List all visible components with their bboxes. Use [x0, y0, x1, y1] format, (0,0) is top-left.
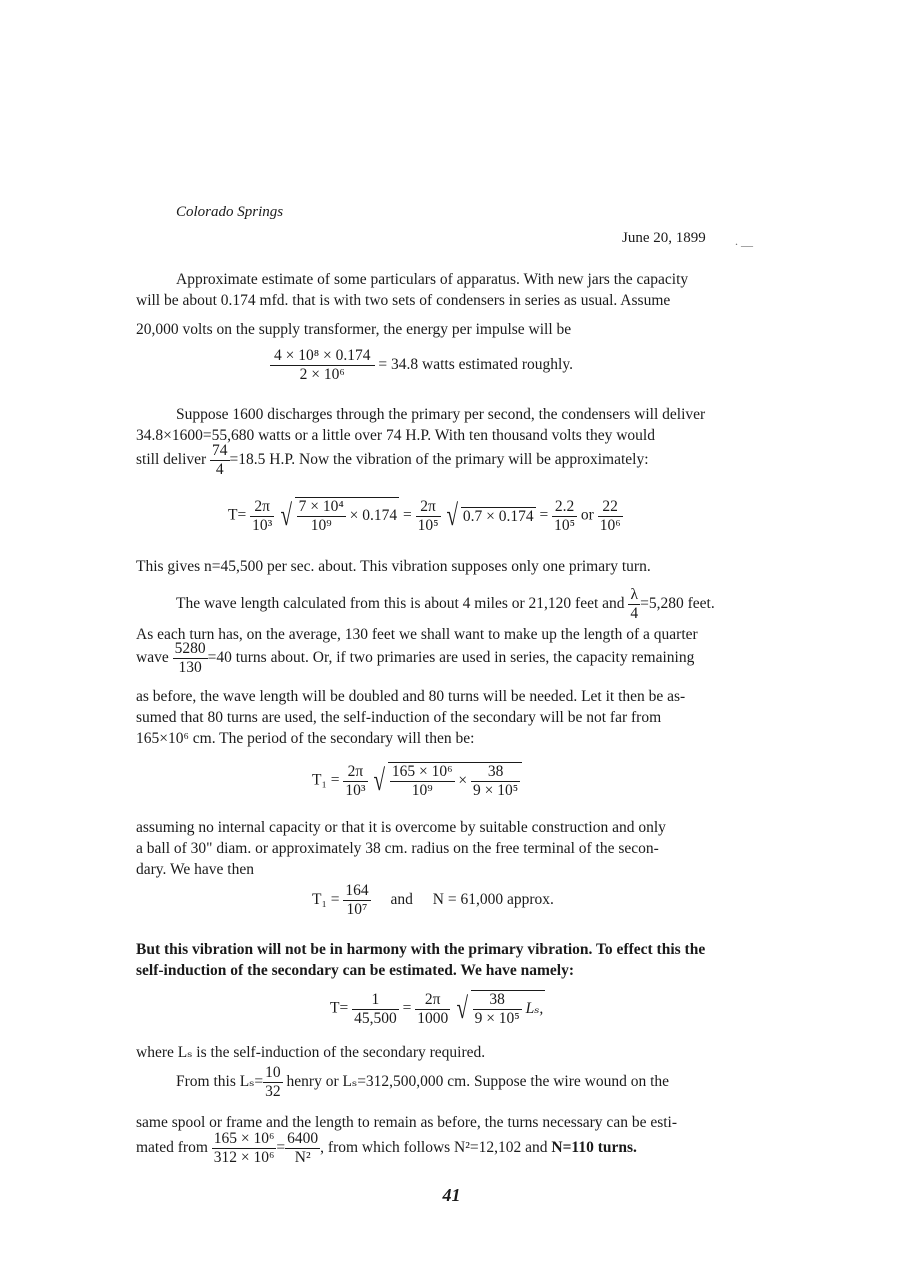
hp-fraction [210, 442, 230, 479]
primary-frac-d [598, 498, 623, 535]
primary-frac-a-den: 10³ [252, 516, 273, 534]
secondary-radicand-frac1 [390, 763, 455, 800]
and-text: and [390, 891, 413, 909]
turns-denominator: 130 [178, 659, 202, 676]
primary-frac-c-den: 10⁵ [554, 516, 576, 534]
still-deliver-text: still deliver [136, 451, 207, 469]
secondary-result-symbol: T₁ = [312, 891, 340, 909]
primary-frac-a-num: 2π [250, 498, 274, 517]
secondary-radicand-num1: 165 × 10⁶ [391, 763, 453, 780]
equation-primary-period [228, 497, 623, 535]
henry-numerator: 10 [265, 1064, 281, 1081]
turns-ratio-frac-b [285, 1130, 320, 1167]
para4-line6: 165×10⁶ cm. The period of the secondary will then be: [136, 730, 475, 747]
induction-radicand-den: 9 × 10⁵ [474, 1010, 520, 1027]
secondary-radicand-num2: 38 [471, 763, 520, 782]
turns-fraction [173, 640, 208, 677]
period-symbol: T= [228, 506, 247, 524]
equation-secondary-result [312, 882, 554, 919]
hp-result-text: =18.5 H.P. Now the vibration of the primary will be approximately: [229, 451, 649, 469]
wavelength-text: The wave length calculated from this is about 4 miles or 21,120 feet and [176, 595, 625, 613]
para6-line1: But this vibration will not be in harmony with the primary vibration. To effect this the [136, 941, 706, 958]
energy-denominator: 2 × 10⁶ [299, 366, 345, 383]
or-text: or [580, 506, 594, 524]
induction-frac-b [415, 991, 450, 1028]
page-number: 41 [442, 1185, 461, 1205]
lambda-numerator: λ [628, 586, 640, 605]
henry-fraction [263, 1064, 283, 1101]
henry-result-text: henry or Lₛ=312,500,000 cm. Suppose the wire wound on the [286, 1073, 670, 1091]
para4-line2: As each turn has, on the average, 130 feet we shall want to make up the length of a quarter [136, 626, 698, 643]
energy-fraction [270, 347, 375, 384]
turns-ratio-b-den: N² [294, 1149, 311, 1166]
henry-denominator: 32 [265, 1083, 281, 1100]
para5-line3: dary. We have then [136, 861, 254, 878]
para2-line1: Suppose 1600 discharges through the primary per second, the condensers will deliver [176, 406, 706, 423]
primary-radicand-frac [297, 498, 346, 535]
frequency-result: N = 61,000 approx. [432, 891, 554, 909]
hp-numerator: 74 [212, 442, 228, 459]
induction-frac-a [352, 991, 399, 1028]
radical-icon: √ [280, 499, 293, 532]
induction-frac-b-num: 2π [415, 991, 450, 1010]
induction-radicand [471, 990, 546, 1028]
para4-line3 [136, 640, 694, 677]
radical-icon: √ [373, 764, 386, 797]
para7-line1: where Lₛ is the self-induction of the secondary required. [136, 1044, 486, 1061]
turns-ratio-frac-a [212, 1130, 277, 1167]
equals-sign: = [402, 999, 412, 1017]
para1-line2: will be about 0.174 mfd. that is with two sets of condensers in series as usual. Assume [136, 292, 671, 309]
para8-line3 [136, 1130, 637, 1167]
induction-symbol: Lₛ, [525, 1000, 544, 1018]
induction-frac-b-den: 1000 [417, 1009, 449, 1027]
times-sign: × [458, 772, 468, 790]
para6-line2: self-induction of the secondary can be estimated. We have namely: [136, 962, 574, 979]
secondary-frac-a-den: 10³ [345, 781, 366, 799]
quarter-wave-result: =5,280 feet. [640, 595, 715, 613]
turns-numerator: 5280 [174, 640, 206, 657]
equation-self-induction [330, 990, 545, 1028]
place-heading: Colorado Springs [176, 204, 284, 220]
para4-line1 [176, 586, 715, 623]
hp-denominator: 4 [215, 461, 224, 478]
secondary-frac-a-num: 2π [343, 763, 367, 782]
induction-period-symbol: T= [330, 999, 349, 1017]
para5-line1: assuming no internal capacity or that it is overcome by suitable construction and only [136, 819, 666, 836]
primary-frac-b [416, 498, 441, 535]
wave-text: wave [136, 649, 169, 667]
primary-frac-b-den: 10⁵ [417, 516, 439, 534]
para8-line1 [176, 1064, 669, 1101]
energy-result: = 34.8 watts estimated roughly. [378, 356, 573, 374]
para1-line1: Approximate estimate of some particulars of apparatus. With new jars the capacity [176, 271, 689, 288]
primary-frac-a [250, 498, 274, 535]
primary-frac-d-den: 10⁶ [599, 516, 621, 534]
para3-line1: This gives n=45,500 per sec. about. This vibration supposes only one primary turn. [136, 558, 651, 575]
secondary-period-symbol: T₁ = [312, 771, 340, 789]
equals-sign: = [276, 1139, 286, 1157]
radical-icon: √ [446, 499, 459, 532]
secondary-result-den: 10⁷ [346, 901, 368, 918]
turns-result-text: , from which follows N²=12,102 and [320, 1139, 548, 1157]
primary-frac-c [552, 498, 577, 535]
energy-numerator: 4 × 10⁸ × 0.174 [270, 347, 375, 366]
secondary-radicand [388, 762, 522, 800]
induction-radicand-num: 38 [473, 991, 522, 1010]
equation-secondary-period [312, 762, 522, 800]
induction-frac-a-den: 45,500 [354, 1009, 397, 1027]
para4-line5: sumed that 80 turns are used, the self-induction of the secondary will be not far from [136, 709, 662, 726]
primary-frac-d-num: 22 [598, 498, 623, 517]
from-this-text: From this Lₛ= [176, 1073, 264, 1091]
turns-result-text: =40 turns about. Or, if two primaries are used in series, the capacity remaining [207, 649, 695, 667]
para1-line3: 20,000 volts on the supply transformer, the energy per impulse will be [136, 321, 572, 338]
primary-radicand-2: 0.7 × 0.174 [462, 507, 534, 525]
date-line: June 20, 1899 [622, 230, 706, 246]
secondary-radicand-den2: 9 × 10⁵ [473, 782, 519, 799]
decorative-marks: . __ [735, 234, 753, 248]
turns-ratio-a-den: 312 × 10⁶ [213, 1149, 275, 1166]
para2-line3 [136, 442, 649, 479]
para5-line2: a ball of 30" diam. or approximately 38 cm. radius on the free terminal of the secon- [136, 840, 659, 857]
turns-ratio-a-num: 165 × 10⁶ [213, 1130, 275, 1147]
primary-radicand-tail: × 0.174 [349, 507, 398, 525]
equals-sign: = [403, 506, 412, 524]
primary-radicand-1 [295, 497, 400, 535]
para8-line2: same spool or frame and the length to remain as before, the turns necessary can be esti- [136, 1114, 678, 1131]
turns-ratio-b-num: 6400 [287, 1130, 319, 1147]
radical-icon: √ [456, 992, 469, 1025]
secondary-result-num: 164 [345, 882, 369, 899]
primary-frac-b-num: 2π [416, 498, 441, 517]
lambda-denominator: 4 [630, 605, 639, 622]
induction-radicand-frac [473, 991, 522, 1028]
equals-sign: = [539, 506, 549, 524]
final-turns-result: N=110 turns. [551, 1139, 637, 1157]
secondary-result-frac [343, 882, 370, 919]
estimated-from-text: mated from [136, 1139, 208, 1157]
para2-line2: 34.8×1600=55,680 watts or a little over 74 H.P. With ten thousand volts they would [136, 427, 655, 444]
equation-energy [270, 347, 573, 384]
primary-radicand-den: 10⁹ [310, 517, 332, 534]
para4-line4: as before, the wave length will be doubled and 80 turns will be needed. Let it then be as- [136, 688, 686, 705]
secondary-radicand-den1: 10⁹ [411, 782, 433, 799]
primary-frac-c-num: 2.2 [552, 498, 577, 517]
secondary-radicand-frac2 [471, 763, 520, 800]
lambda-fraction [628, 586, 640, 623]
primary-radicand-num: 7 × 10⁴ [298, 498, 344, 515]
secondary-frac-a [343, 763, 367, 800]
induction-frac-a-num: 1 [352, 991, 399, 1010]
